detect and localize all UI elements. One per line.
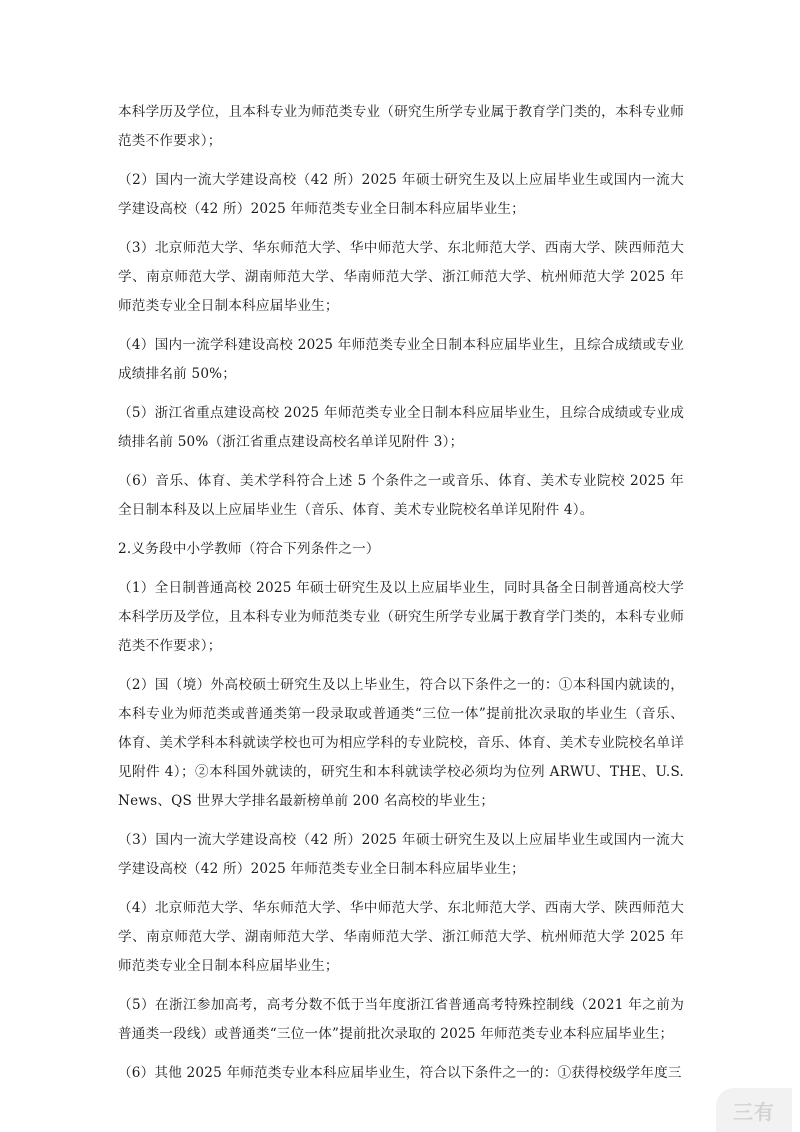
paragraph-item-6-other: （6）其他 2025 年师范类专业本科应届毕业生，符合以下条件之一的：①获得校级学年度三 — [118, 1065, 682, 1081]
section-heading-compulsory-teachers: 2.义务段中小学教师（符合下列条件之一） — [118, 541, 380, 557]
watermark-text: 三有 — [733, 1099, 775, 1124]
paragraph-item-5-zhejiang-exam: （5）在浙江参加高考，高考分数不低于当年度浙江省普通高考特殊控制线（2021 年之前为普通类一段线）或普通类“三位一体”提前批次录取的 2025 年师范类专业本科应届毕业生； — [118, 997, 684, 1042]
paragraph-item-6: （6）音乐、体育、美术学科符合上述 5 个条件之一或音乐、体育、美术专业院校 2025 年全日制本科及以上应届毕业生（音乐、体育、美术专业院校名单详见附件 4）。 — [118, 473, 684, 518]
paragraph-item-1: （1）全日制普通高校 2025 年硕士研究生及以上应届毕业生，同时具备全日制普通高校大学本科学历及学位，且本科专业为师范类专业（研究生所学专业属于教育学门类的，本科专业师范类不作要求）； — [118, 580, 684, 654]
paragraph-item-2-overseas: （2）国（境）外高校硕士研究生及以上毕业生，符合以下条件之一的：①本科国内就读的，本科专业为师范类或普通类第一段录取或普通类“三位一体”提前批次录取的毕业生（音乐、体育、美术学科本科就读学校也可为相应学科的专业院校，音乐、体育、美术专业院校名单详见附件 4）；②本科国外就读的，研究生和本科就读学校必须均为位列 ARWU、THE、U.S.News、QS 世界大学排名最新榜单前 200 名高校的毕业生； — [118, 677, 684, 809]
paragraph-item-3: （3）北京师范大学、华东师范大学、华中师范大学、东北师范大学、西南大学、陕西师范大学、南京师范大学、湖南师范大学、华南师范大学、浙江师范大学、杭州师范大学 2025 年师范类专业全日制本科应届毕业生； — [118, 240, 684, 314]
document-body — [118, 98, 684, 1098]
paragraph-item-4: （4）国内一流学科建设高校 2025 年师范类专业全日制本科应届毕业生，且综合成绩或专业成绩排名前 50%； — [118, 337, 684, 382]
paragraph-item-3-first-class: （3）国内一流大学建设高校（42 所）2025 年硕士研究生及以上应届毕业生或国内一流大学建设高校（42 所）2025 年师范类专业全日制本科应届毕业生； — [118, 832, 684, 877]
paragraph-item-4-normal-universities: （4）北京师范大学、华东师范大学、华中师范大学、东北师范大学、西南大学、陕西师范大学、南京师范大学、湖南师范大学、华南师范大学、浙江师范大学、杭州师范大学 2025 年师范类专业全日制本科应届毕业生； — [118, 900, 684, 974]
watermark-logo — [716, 1088, 792, 1132]
paragraph-item-2: （2）国内一流大学建设高校（42 所）2025 年硕士研究生及以上应届毕业生或国内一流大学建设高校（42 所）2025 年师范类专业全日制本科应届毕业生； — [118, 172, 684, 217]
paragraph-continued-requirement: 本科学历及学位，且本科专业为师范类专业（研究生所学专业属于教育学门类的，本科专业师范类不作要求）； — [118, 104, 684, 149]
paragraph-item-5: （5）浙江省重点建设高校 2025 年师范类专业全日制本科应届毕业生，且综合成绩或专业成绩排名前 50%（浙江省重点建设高校名单详见附件 3）； — [118, 405, 684, 450]
